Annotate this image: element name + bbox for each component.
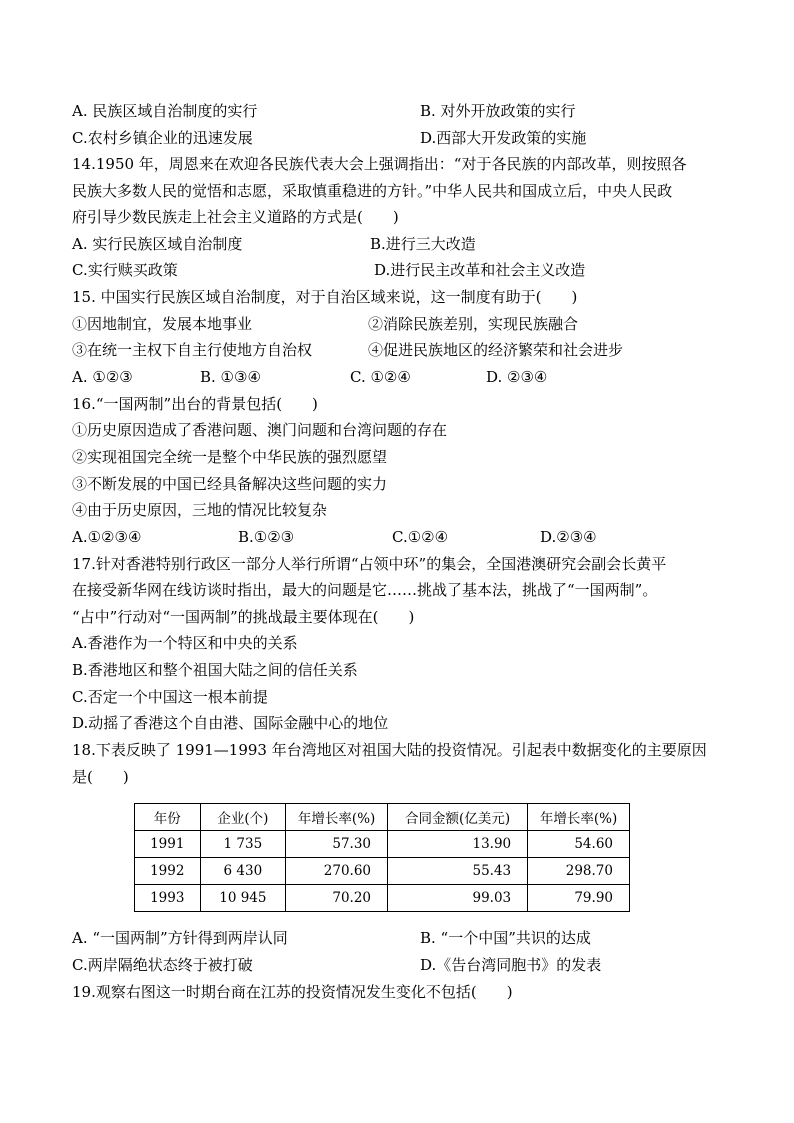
- q13-option-b: B. 对外开放政策的实行: [420, 102, 576, 120]
- table-header-row: [135, 804, 630, 831]
- taiwan-investment-table: [134, 803, 630, 912]
- table-cell: 1991: [135, 831, 201, 858]
- q16-option-a: A.①②③④: [72, 528, 142, 546]
- q16-statement-4: ④由于历史原因，三地的情况比较复杂: [72, 501, 328, 519]
- table-cell: 1 735: [200, 831, 286, 858]
- q17-option-d: D.动摇了香港这个自由港、国际金融中心的地位: [72, 714, 389, 732]
- table-cell: 270.60: [286, 858, 388, 885]
- q14-option-a: A. 实行民族区域自治制度: [72, 235, 243, 253]
- q18-option-c: C.两岸隔绝状态终于被打破: [72, 956, 253, 974]
- table-cell: 1992: [135, 858, 201, 885]
- q16-option-b: B.①②③: [238, 528, 295, 546]
- table-cell: 1993: [135, 885, 201, 912]
- q15-option-a: A. ①②③: [72, 368, 133, 386]
- q15-option-d: D. ②③④: [486, 368, 548, 386]
- q15-statement-2: ②消除民族差别，实现民族融合: [368, 315, 579, 333]
- q17-stem-line-3: “占中”行动对“一国两制”的挑战最主要体现在( ): [72, 608, 415, 626]
- q17-option-a: A.香港作为一个特区和中央的关系: [72, 634, 298, 652]
- q17-option-c: C.否定一个中国这一根本前提: [72, 688, 268, 706]
- q14-option-d: D.进行民主改革和社会主义改造: [374, 261, 586, 279]
- table-cell: 99.03: [388, 885, 528, 912]
- q13-option-a: A. 民族区域自治制度的实行: [72, 102, 258, 120]
- q15-statement-1: ①因地制宜，发展本地事业: [72, 315, 253, 333]
- q15-stem: 15. 中国实行民族区域自治制度，对于自治区域来说，这一制度有助于( ): [72, 288, 578, 306]
- q16-stem: 16.“一国两制”出台的背景包括( ): [72, 395, 318, 413]
- q18-option-d: D.《告台湾同胞书》的发表: [420, 956, 602, 974]
- q13-option-d: D.西部大开发政策的实施: [420, 129, 587, 147]
- table-row: [135, 831, 630, 858]
- table-cell: 54.60: [528, 831, 630, 858]
- q17-stem-line-1: 17.针对香港特别行政区一部分人举行所谓“占领中环”的集会，全国港澳研究会副会长黄平: [72, 555, 667, 573]
- q14-stem-line-2: 民族大多数人民的觉悟和志愿，采取慎重稳进的方针。”中华人民共和国成立后，中央人民政: [72, 182, 673, 200]
- table-row: [135, 858, 630, 885]
- table-header-cell: 合同金额(亿美元): [388, 804, 528, 831]
- q18-option-b: B. “一个中国”共识的达成: [420, 929, 591, 947]
- q18-stem-line-1: 18.下表反映了 1991—1993 年台湾地区对祖国大陆的投资情况。引起表中数据变化的主要原因: [72, 741, 707, 759]
- table-cell: 55.43: [388, 858, 528, 885]
- q14-stem-line-3: 府引导少数民族走上社会主义道路的方式是( ): [72, 208, 399, 226]
- q16-option-c: C.①②④: [392, 528, 449, 546]
- table-header-cell: 年份: [135, 804, 201, 831]
- q17-stem-line-2: 在接受新华网在线访谈时指出，最大的问题是它……挑战了基本法，挑战了“一国两制”。: [72, 581, 658, 599]
- table-header-cell: 年增长率(%): [528, 804, 630, 831]
- table-cell: 6 430: [200, 858, 286, 885]
- table-header-cell: 企业(个): [200, 804, 286, 831]
- q16-statement-3: ③不断发展的中国已经具备解决这些问题的实力: [72, 475, 388, 493]
- q15-option-b: B. ①③④: [200, 368, 261, 386]
- table-cell: 10 945: [200, 885, 286, 912]
- q19-stem: 19.观察右图这一时期台商在江苏的投资情况发生变化不包括( ): [72, 983, 513, 1001]
- q15-statement-3: ③在统一主权下自主行使地方自治权: [72, 341, 313, 359]
- q16-statement-1: ①历史原因造成了香港问题、澳门问题和台湾问题的存在: [72, 421, 448, 439]
- table-cell: 70.20: [286, 885, 388, 912]
- table-header-cell: 年增长率(%): [286, 804, 388, 831]
- q18-stem-line-2: 是( ): [72, 768, 129, 786]
- q16-statement-2: ②实现祖国完全统一是整个中华民族的强烈愿望: [72, 448, 388, 466]
- table-cell: 298.70: [528, 858, 630, 885]
- table-cell: 57.30: [286, 831, 388, 858]
- table-cell: 13.90: [388, 831, 528, 858]
- q14-option-b: B.进行三大改造: [370, 235, 476, 253]
- q16-option-d: D.②③④: [540, 528, 597, 546]
- q17-option-b: B.香港地区和整个祖国大陆之间的信任关系: [72, 661, 358, 679]
- q13-option-c: C.农村乡镇企业的迅速发展: [72, 129, 253, 147]
- table-row: [135, 885, 630, 912]
- q18-option-a: A. “一国两制”方针得到两岸认同: [72, 929, 288, 947]
- q14-stem-line-1: 14.1950 年，周恩来在欢迎各民族代表大会上强调指出：“对于各民族的内部改革，则按照各: [72, 155, 687, 173]
- q15-statement-4: ④促进民族地区的经济繁荣和社会进步: [368, 341, 624, 359]
- table-cell: 79.90: [528, 885, 630, 912]
- q14-option-c: C.实行赎买政策: [72, 261, 178, 279]
- q15-option-c: C. ①②④: [350, 368, 411, 386]
